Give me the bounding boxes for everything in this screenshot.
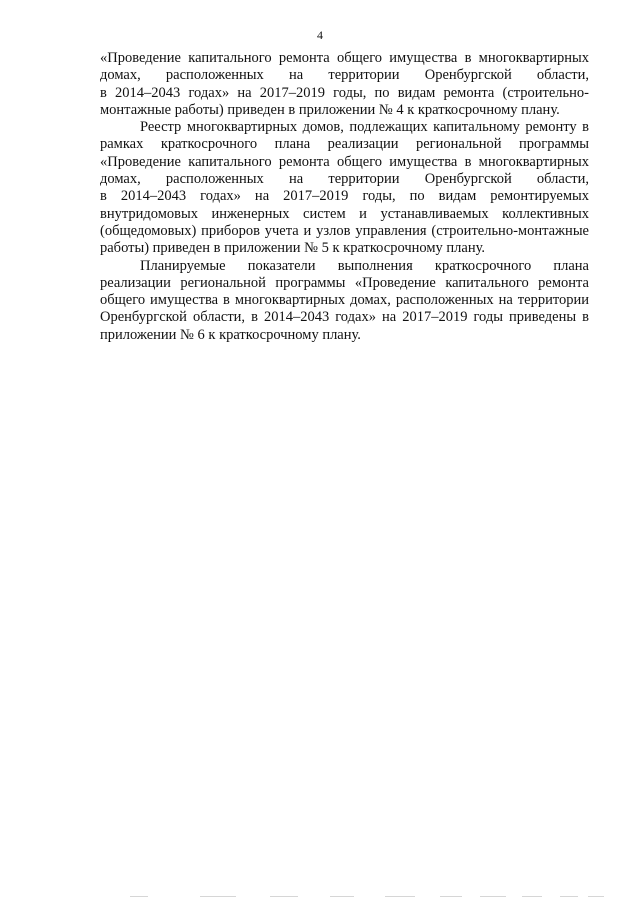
- scan-artifacts: [130, 896, 610, 902]
- text-line: реализации региональной программы «Проведение капитального ремонта: [100, 274, 589, 291]
- paragraph-3: [100, 258, 589, 344]
- text-line: в 2014–2043 годах» на 2017–2019 годы, по видам ремонтируемых: [100, 188, 589, 205]
- text-line: «Проведение капитального ремонта общего имущества в многоквартирных: [100, 50, 589, 66]
- text-line: Планируемые показатели выполнения краткосрочного плана: [140, 257, 589, 274]
- text-line: домах, расположенных на территории Оренбургской области,: [100, 67, 589, 84]
- text-line: Оренбургской области, в 2014–2043 годах» на 2017–2019 годы приведены в: [100, 309, 589, 326]
- text-line: приложении № 6 к краткосрочному плану.: [100, 326, 361, 343]
- page-number: 4: [317, 28, 323, 42]
- text-line: монтажные работы) приведен в приложении № 4 к краткосрочному плану.: [100, 101, 560, 118]
- text-line: (общедомовых) приборов учета и узлов управления (строительно-монтажные: [100, 222, 589, 239]
- paragraph-1: [100, 50, 589, 119]
- text-line: домах, расположенных на территории Оренбургской области,: [100, 171, 589, 188]
- text-line: внутридомовых инженерных систем и устанавливаемых коллективных: [100, 205, 589, 222]
- document-body: [100, 50, 589, 344]
- text-line: в 2014–2043 годах» на 2017–2019 годы, по видам ремонта (строительно-: [100, 84, 589, 101]
- text-line: общего имущества в многоквартирных домах, расположенных на территории: [100, 292, 589, 309]
- text-line: «Проведение капитального ремонта общего имущества в многоквартирных: [100, 153, 589, 170]
- text-line: рамках краткосрочного плана реализации региональной программы: [100, 136, 589, 153]
- text-line: Реестр многоквартирных домов, подлежащих капитальному ремонту в: [140, 119, 589, 136]
- text-line: работы) приведен в приложении № 5 к краткосрочному плану.: [100, 240, 486, 257]
- paragraph-2: [100, 119, 589, 257]
